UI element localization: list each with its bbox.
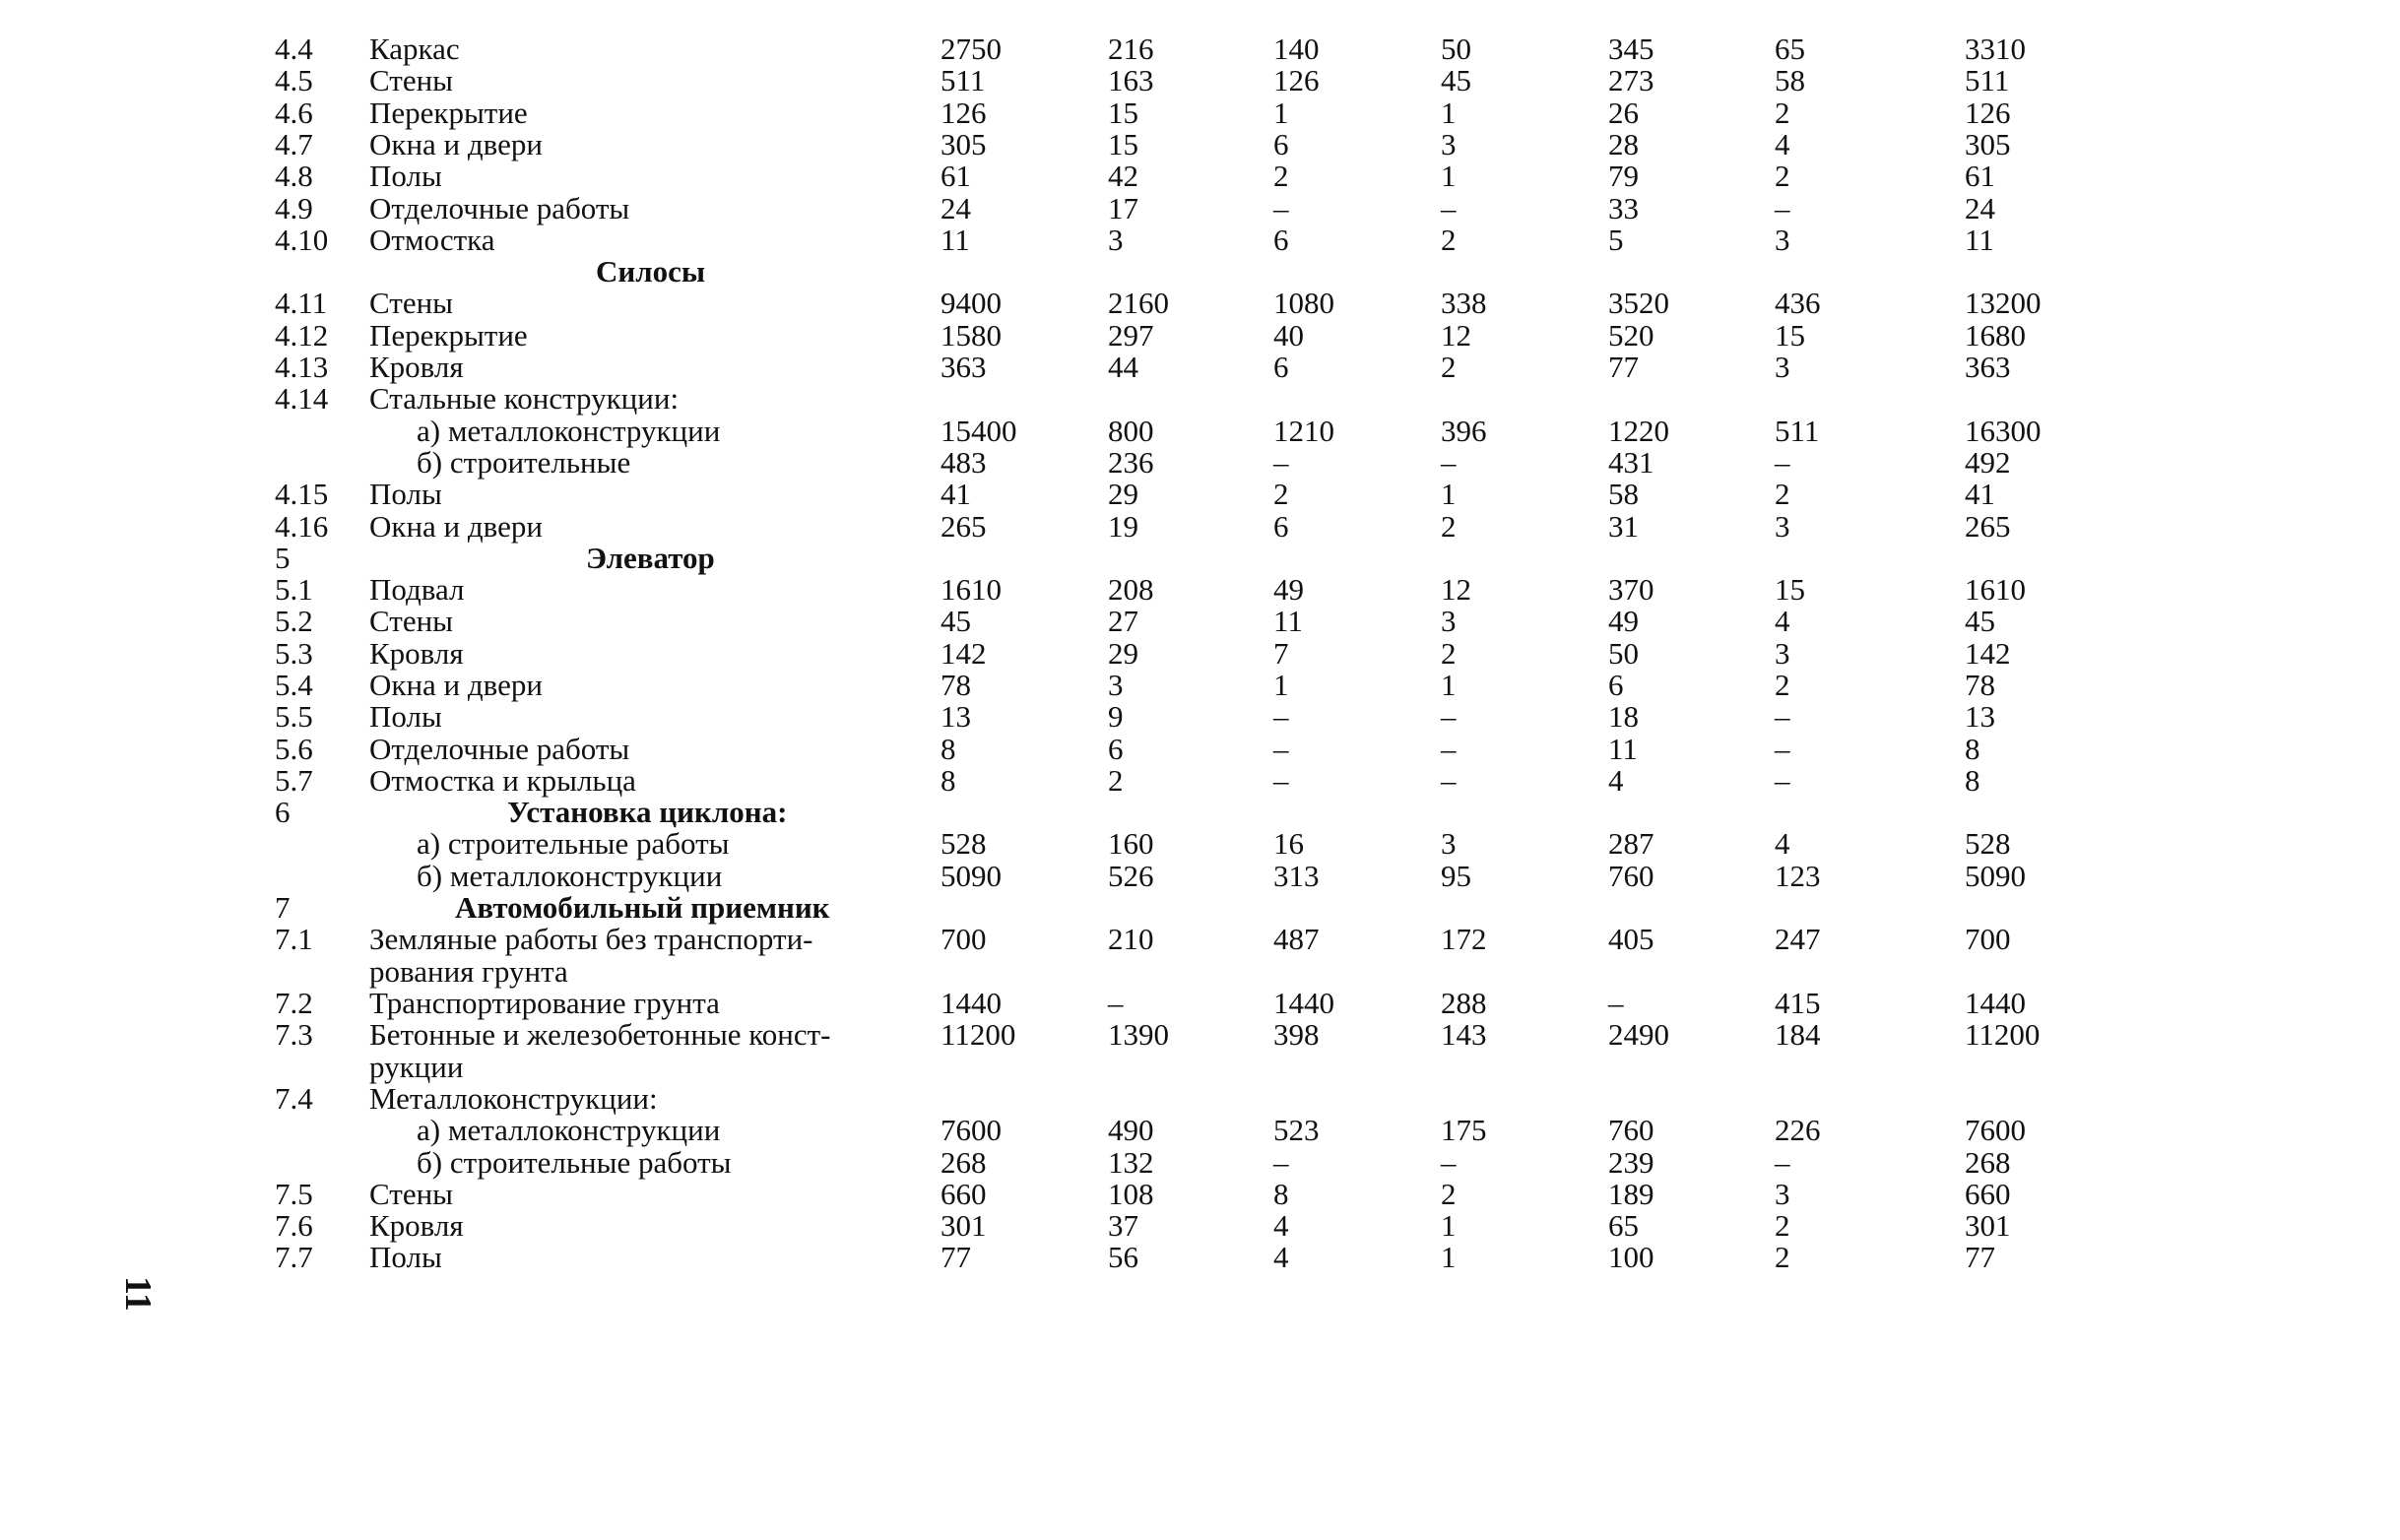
value-cell-col1: 511 (941, 63, 986, 97)
value-cell-col4: 95 (1441, 859, 1471, 893)
value-cell-col6: 511 (1775, 414, 1820, 448)
value-cell-col5: 77 (1608, 350, 1639, 384)
row-number: 7.1 (275, 922, 313, 956)
item-name: рования грунта (369, 954, 568, 989)
section-heading: Автомобильный приемник (455, 890, 830, 925)
item-name: Каркас (369, 32, 460, 66)
row-number: 7.6 (275, 1208, 313, 1243)
value-cell-col5: 18 (1608, 699, 1639, 734)
value-cell-col1: 660 (941, 1177, 987, 1211)
value-cell-col6: 3 (1775, 350, 1790, 384)
value-cell-col2: 163 (1108, 63, 1154, 97)
value-cell-col3: 16 (1273, 826, 1304, 861)
item-name: а) строительные работы (417, 826, 730, 861)
value-cell-col6: 2 (1775, 1240, 1790, 1274)
value-cell-col3: – (1273, 191, 1289, 225)
item-name: Стальные конструкции: (369, 381, 680, 416)
row-number: 7.7 (275, 1240, 313, 1274)
value-cell-col6: – (1775, 445, 1790, 480)
value-cell-col7: 13200 (1965, 286, 2042, 320)
value-cell-col6: 3 (1775, 636, 1790, 671)
value-cell-col3: 398 (1273, 1017, 1320, 1052)
value-cell-col2: 3 (1108, 223, 1124, 257)
item-name: Полы (369, 477, 442, 511)
value-cell-col7: 11200 (1965, 1017, 2041, 1052)
value-cell-col5: 4 (1608, 763, 1624, 798)
row-number: 6 (275, 795, 291, 829)
value-cell-col6: 58 (1775, 63, 1805, 97)
item-name: Кровля (369, 1208, 464, 1243)
value-cell-col4: 338 (1441, 286, 1487, 320)
value-cell-col1: 700 (941, 922, 987, 956)
value-cell-col3: 40 (1273, 318, 1304, 353)
value-cell-col4: 50 (1441, 32, 1471, 66)
value-cell-col7: 24 (1965, 191, 1995, 225)
value-cell-col2: 800 (1108, 414, 1154, 448)
value-cell-col2: 210 (1108, 922, 1154, 956)
value-cell-col1: 301 (941, 1208, 987, 1243)
value-cell-col3: – (1273, 699, 1289, 734)
value-cell-col7: 11 (1965, 223, 1994, 257)
value-cell-col4: 1 (1441, 477, 1457, 511)
value-cell-col7: 16300 (1965, 414, 2042, 448)
row-number: 4.5 (275, 63, 313, 97)
section-heading: Установка циклона: (507, 795, 788, 829)
value-cell-col7: 1610 (1965, 572, 2026, 607)
value-cell-col5: 287 (1608, 826, 1654, 861)
value-cell-col3: 523 (1273, 1113, 1320, 1147)
value-cell-col1: 7600 (941, 1113, 1002, 1147)
row-number: 4.11 (275, 286, 328, 320)
value-cell-col6: 15 (1775, 572, 1805, 607)
value-cell-col4: 288 (1441, 986, 1487, 1020)
value-cell-col3: 8 (1273, 1177, 1289, 1211)
value-cell-col2: 42 (1108, 159, 1138, 193)
value-cell-col7: 8 (1965, 732, 1980, 766)
value-cell-col1: 45 (941, 604, 971, 638)
value-cell-col1: 268 (941, 1145, 987, 1180)
value-cell-col1: 13 (941, 699, 971, 734)
value-cell-col2: 6 (1108, 732, 1124, 766)
value-cell-col3: 1080 (1273, 286, 1334, 320)
value-cell-col7: 126 (1965, 96, 2011, 130)
row-number: 4.12 (275, 318, 329, 353)
value-cell-col7: 45 (1965, 604, 1995, 638)
value-cell-col2: 37 (1108, 1208, 1138, 1243)
value-cell-col6: 2 (1775, 668, 1790, 702)
value-cell-col2: 19 (1108, 509, 1138, 544)
value-cell-col4: 2 (1441, 1177, 1457, 1211)
value-cell-col4: – (1441, 1145, 1457, 1180)
value-cell-col2: 2 (1108, 763, 1124, 798)
row-number: 4.13 (275, 350, 329, 384)
value-cell-col2: 27 (1108, 604, 1138, 638)
value-cell-col7: 660 (1965, 1177, 2011, 1211)
item-name: Полы (369, 159, 442, 193)
value-cell-col6: 2 (1775, 1208, 1790, 1243)
value-cell-col6: 3 (1775, 223, 1790, 257)
value-cell-col4: 45 (1441, 63, 1471, 97)
value-cell-col5: 760 (1608, 859, 1654, 893)
value-cell-col5: 345 (1608, 32, 1654, 66)
value-cell-col6: – (1775, 763, 1790, 798)
value-cell-col6: 415 (1775, 986, 1821, 1020)
value-cell-col3: 4 (1273, 1240, 1289, 1274)
value-cell-col3: 126 (1273, 63, 1320, 97)
row-number: 7 (275, 890, 291, 925)
item-name: Подвал (369, 572, 465, 607)
value-cell-col1: 265 (941, 509, 987, 544)
value-cell-col7: 528 (1965, 826, 2011, 861)
value-cell-col7: 268 (1965, 1145, 2011, 1180)
value-cell-col5: 2490 (1608, 1017, 1669, 1052)
row-number: 4.8 (275, 159, 313, 193)
value-cell-col3: 1440 (1273, 986, 1334, 1020)
value-cell-col3: 6 (1273, 509, 1289, 544)
value-cell-col6: 184 (1775, 1017, 1821, 1052)
value-cell-col3: 2 (1273, 159, 1289, 193)
item-name: Отделочные работы (369, 191, 630, 225)
row-number: 7.2 (275, 986, 313, 1020)
value-cell-col6: 247 (1775, 922, 1821, 956)
value-cell-col4: 396 (1441, 414, 1487, 448)
value-cell-col1: 77 (941, 1240, 971, 1274)
value-cell-col6: – (1775, 1145, 1790, 1180)
value-cell-col2: 3 (1108, 668, 1124, 702)
row-number: 4.9 (275, 191, 313, 225)
row-number: 4.10 (275, 223, 329, 257)
item-name: Окна и двери (369, 668, 543, 702)
value-cell-col2: 490 (1108, 1113, 1154, 1147)
value-cell-col2: 160 (1108, 826, 1154, 861)
value-cell-col7: 305 (1965, 127, 2011, 161)
value-cell-col6: 15 (1775, 318, 1805, 353)
value-cell-col4: 12 (1441, 572, 1471, 607)
value-cell-col5: 6 (1608, 668, 1624, 702)
value-cell-col4: – (1441, 763, 1457, 798)
value-cell-col7: 61 (1965, 159, 1995, 193)
item-name: Полы (369, 699, 442, 734)
value-cell-col7: 5090 (1965, 859, 2026, 893)
value-cell-col1: 5090 (941, 859, 1002, 893)
value-cell-col7: 1440 (1965, 986, 2026, 1020)
row-number: 7.5 (275, 1177, 313, 1211)
value-cell-col4: 2 (1441, 350, 1457, 384)
value-cell-col7: 7600 (1965, 1113, 2026, 1147)
value-cell-col2: 29 (1108, 636, 1138, 671)
value-cell-col6: 123 (1775, 859, 1821, 893)
value-cell-col5: 31 (1608, 509, 1639, 544)
value-cell-col2: 208 (1108, 572, 1154, 607)
value-cell-col6: 226 (1775, 1113, 1821, 1147)
value-cell-col2: 15 (1108, 127, 1138, 161)
item-name: Отмостка (369, 223, 495, 257)
value-cell-col3: – (1273, 763, 1289, 798)
value-cell-col3: 6 (1273, 127, 1289, 161)
row-number: 5.3 (275, 636, 313, 671)
value-cell-col4: 2 (1441, 223, 1457, 257)
value-cell-col4: 1 (1441, 1240, 1457, 1274)
value-cell-col5: 49 (1608, 604, 1639, 638)
value-cell-col1: 1440 (941, 986, 1002, 1020)
value-cell-col3: 1 (1273, 668, 1289, 702)
value-cell-col1: 15400 (941, 414, 1017, 448)
value-cell-col7: 78 (1965, 668, 1995, 702)
value-cell-col4: 1 (1441, 1208, 1457, 1243)
value-cell-col5: 11 (1608, 732, 1638, 766)
value-cell-col5: 520 (1608, 318, 1654, 353)
item-name: Земляные работы без транспорти- (369, 922, 813, 956)
value-cell-col4: 2 (1441, 509, 1457, 544)
value-cell-col5: 760 (1608, 1113, 1654, 1147)
value-cell-col5: 58 (1608, 477, 1639, 511)
value-cell-col5: 79 (1608, 159, 1639, 193)
value-cell-col4: 143 (1441, 1017, 1487, 1052)
value-cell-col5: 50 (1608, 636, 1639, 671)
value-cell-col6: 2 (1775, 159, 1790, 193)
item-name: Транспортирование грунта (369, 986, 720, 1020)
page-number: 11 (117, 1276, 159, 1312)
value-cell-col2: 2160 (1108, 286, 1169, 320)
value-cell-col7: 41 (1965, 477, 1995, 511)
value-cell-col5: 3520 (1608, 286, 1669, 320)
value-cell-col2: 29 (1108, 477, 1138, 511)
value-cell-col2: 526 (1108, 859, 1154, 893)
value-cell-col1: 305 (941, 127, 987, 161)
row-number: 4.14 (275, 381, 329, 416)
item-name: Стены (369, 1177, 453, 1211)
value-cell-col7: 492 (1965, 445, 2011, 480)
value-cell-col7: 1680 (1965, 318, 2026, 353)
item-name: Перекрытие (369, 96, 528, 130)
row-number: 7.4 (275, 1081, 313, 1116)
value-cell-col6: – (1775, 732, 1790, 766)
value-cell-col1: 41 (941, 477, 971, 511)
value-cell-col1: 1610 (941, 572, 1002, 607)
value-cell-col2: 216 (1108, 32, 1154, 66)
item-name: Отделочные работы (369, 732, 630, 766)
row-number: 5.1 (275, 572, 313, 607)
row-number: 5.2 (275, 604, 313, 638)
value-cell-col3: 1210 (1273, 414, 1334, 448)
item-name: б) металлоконструкции (417, 859, 723, 893)
value-cell-col4: 1 (1441, 96, 1457, 130)
value-cell-col3: 49 (1273, 572, 1304, 607)
value-cell-col2: 1390 (1108, 1017, 1169, 1052)
value-cell-col2: 132 (1108, 1145, 1154, 1180)
row-number: 7.3 (275, 1017, 313, 1052)
value-cell-col7: 301 (1965, 1208, 2011, 1243)
value-cell-col2: 108 (1108, 1177, 1154, 1211)
value-cell-col3: 487 (1273, 922, 1320, 956)
value-cell-col5: 189 (1608, 1177, 1654, 1211)
value-cell-col6: 65 (1775, 32, 1805, 66)
value-cell-col2: 44 (1108, 350, 1138, 384)
value-cell-col3: 6 (1273, 223, 1289, 257)
row-number: 4.15 (275, 477, 329, 511)
row-number: 5.6 (275, 732, 313, 766)
row-number: 5 (275, 541, 291, 575)
value-cell-col3: 1 (1273, 96, 1289, 130)
value-cell-col1: 11 (941, 223, 970, 257)
value-cell-col6: 436 (1775, 286, 1821, 320)
value-cell-col3: 313 (1273, 859, 1320, 893)
item-name: Отмостка и крыльца (369, 763, 636, 798)
value-cell-col1: 8 (941, 732, 956, 766)
value-cell-col7: 511 (1965, 63, 2010, 97)
value-cell-col6: 3 (1775, 509, 1790, 544)
value-cell-col3: 2 (1273, 477, 1289, 511)
value-cell-col1: 8 (941, 763, 956, 798)
value-cell-col6: 4 (1775, 127, 1790, 161)
value-cell-col1: 528 (941, 826, 987, 861)
value-cell-col6: 2 (1775, 477, 1790, 511)
value-cell-col4: – (1441, 732, 1457, 766)
value-cell-col5: – (1608, 986, 1624, 1020)
row-number: 4.7 (275, 127, 313, 161)
value-cell-col7: 13 (1965, 699, 1995, 734)
value-cell-col4: 2 (1441, 636, 1457, 671)
value-cell-col7: 363 (1965, 350, 2011, 384)
value-cell-col2: 236 (1108, 445, 1154, 480)
value-cell-col5: 5 (1608, 223, 1624, 257)
value-cell-col5: 26 (1608, 96, 1639, 130)
value-cell-col4: – (1441, 445, 1457, 480)
value-cell-col4: 12 (1441, 318, 1471, 353)
value-cell-col2: 297 (1108, 318, 1154, 353)
value-cell-col5: 431 (1608, 445, 1654, 480)
row-number: 4.4 (275, 32, 313, 66)
item-name: Кровля (369, 350, 464, 384)
value-cell-col5: 405 (1608, 922, 1654, 956)
item-name: Металлоконструкции: (369, 1081, 658, 1116)
value-cell-col1: 9400 (941, 286, 1002, 320)
value-cell-col5: 65 (1608, 1208, 1639, 1243)
value-cell-col3: – (1273, 1145, 1289, 1180)
value-cell-col3: 6 (1273, 350, 1289, 384)
value-cell-col1: 2750 (941, 32, 1002, 66)
value-cell-col4: – (1441, 191, 1457, 225)
value-cell-col1: 24 (941, 191, 971, 225)
value-cell-col2: 9 (1108, 699, 1124, 734)
value-cell-col6: 2 (1775, 96, 1790, 130)
item-name: Кровля (369, 636, 464, 671)
row-number: 5.7 (275, 763, 313, 798)
value-cell-col5: 28 (1608, 127, 1639, 161)
item-name: Стены (369, 604, 453, 638)
value-cell-col6: – (1775, 191, 1790, 225)
value-cell-col1: 11200 (941, 1017, 1016, 1052)
value-cell-col7: 77 (1965, 1240, 1995, 1274)
value-cell-col5: 100 (1608, 1240, 1654, 1274)
value-cell-col2: 56 (1108, 1240, 1138, 1274)
item-name: Стены (369, 63, 453, 97)
item-name: б) строительные работы (417, 1145, 732, 1180)
item-name: а) металлоконструкции (417, 1113, 721, 1147)
value-cell-col6: 4 (1775, 604, 1790, 638)
value-cell-col7: 700 (1965, 922, 2011, 956)
value-cell-col3: – (1273, 445, 1289, 480)
value-cell-col1: 126 (941, 96, 987, 130)
item-name: Бетонные и железобетонные конст- (369, 1017, 831, 1052)
section-heading: Элеватор (586, 541, 715, 575)
row-number: 4.6 (275, 96, 313, 130)
value-cell-col6: – (1775, 699, 1790, 734)
value-cell-col1: 78 (941, 668, 971, 702)
value-cell-col7: 142 (1965, 636, 2011, 671)
row-number: 5.5 (275, 699, 313, 734)
value-cell-col4: 1 (1441, 668, 1457, 702)
item-name: а) металлоконструкции (417, 414, 721, 448)
item-name: Окна и двери (369, 127, 543, 161)
value-cell-col2: 17 (1108, 191, 1138, 225)
value-cell-col6: 3 (1775, 1177, 1790, 1211)
value-cell-col3: 4 (1273, 1208, 1289, 1243)
item-name: Окна и двери (369, 509, 543, 544)
value-cell-col4: 172 (1441, 922, 1487, 956)
value-cell-col4: 3 (1441, 604, 1457, 638)
item-name: рукции (369, 1050, 464, 1084)
value-cell-col6: 4 (1775, 826, 1790, 861)
value-cell-col3: 7 (1273, 636, 1289, 671)
value-cell-col5: 33 (1608, 191, 1639, 225)
value-cell-col2: – (1108, 986, 1124, 1020)
value-cell-col4: 175 (1441, 1113, 1487, 1147)
value-cell-col4: 3 (1441, 826, 1457, 861)
section-heading: Силосы (596, 254, 706, 289)
value-cell-col1: 61 (941, 159, 971, 193)
value-cell-col7: 8 (1965, 763, 1980, 798)
value-cell-col3: 140 (1273, 32, 1320, 66)
value-cell-col3: 11 (1273, 604, 1303, 638)
value-cell-col1: 363 (941, 350, 987, 384)
row-number: 4.16 (275, 509, 329, 544)
item-name: Перекрытие (369, 318, 528, 353)
item-name: Стены (369, 286, 453, 320)
value-cell-col5: 273 (1608, 63, 1654, 97)
value-cell-col3: – (1273, 732, 1289, 766)
value-cell-col5: 1220 (1608, 414, 1669, 448)
value-cell-col4: 3 (1441, 127, 1457, 161)
value-cell-col5: 370 (1608, 572, 1654, 607)
value-cell-col7: 3310 (1965, 32, 2026, 66)
value-cell-col4: 1 (1441, 159, 1457, 193)
value-cell-col1: 142 (941, 636, 987, 671)
value-cell-col7: 265 (1965, 509, 2011, 544)
item-name: б) строительные (417, 445, 631, 480)
value-cell-col2: 15 (1108, 96, 1138, 130)
value-cell-col1: 483 (941, 445, 987, 480)
value-cell-col5: 239 (1608, 1145, 1654, 1180)
value-cell-col4: – (1441, 699, 1457, 734)
value-cell-col1: 1580 (941, 318, 1002, 353)
item-name: Полы (369, 1240, 442, 1274)
row-number: 5.4 (275, 668, 313, 702)
